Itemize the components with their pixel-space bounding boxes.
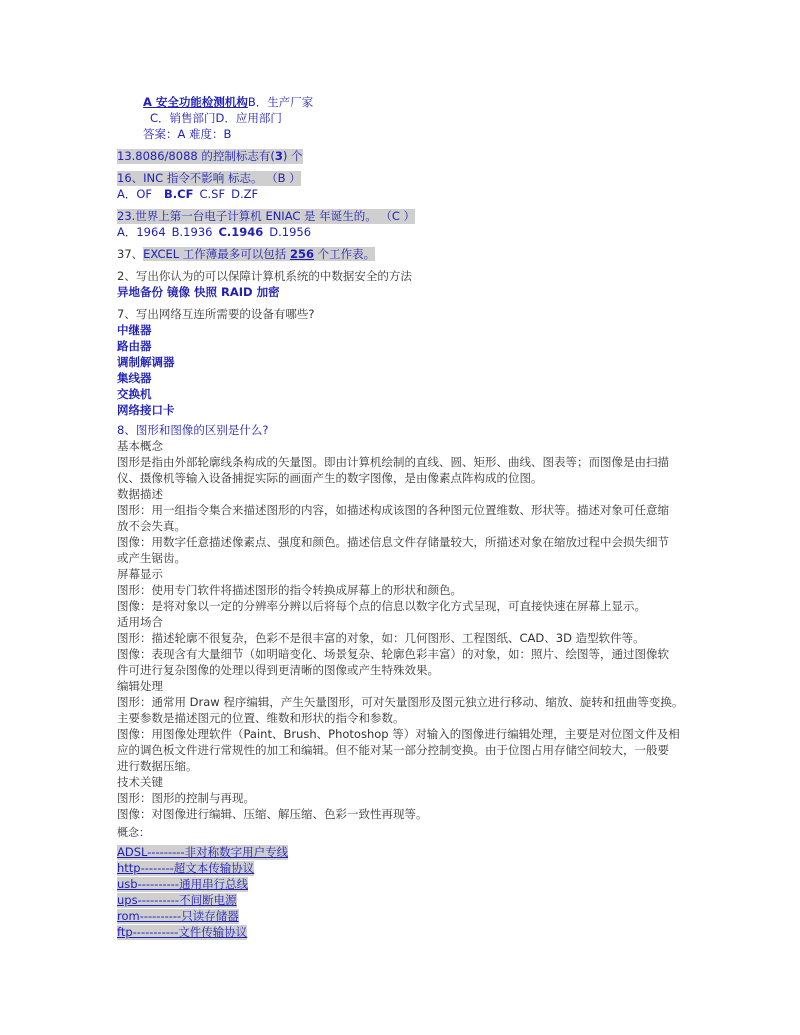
body-line: 图形：使用专门软件将描述图形的指令转换成屏幕上的形状和颜色。 [117,583,462,597]
body-line: 图像：用图像处理软件（Paint、Brush、Photoshop 等）对输入的图像进行编辑处理，主要是对位图文件及相 [117,727,680,741]
answer-line: 答案：A 难度：B [143,127,232,141]
body-line: 图像：是将对象以一定的分辨率分辨以后将每个点的信息以数字化方式呈现，可直接快速在屏幕上显示。 [117,599,646,613]
body-line: 进行数据压缩。 [117,759,198,773]
section-heading: 屏幕显示 [117,567,163,581]
body-line: 图形：图形的控制与再现。 [117,791,255,805]
question-2: 2、写出你认为的可以保障计算机系统的中数据安全的方法 [117,269,412,283]
concept-item: rom----------只读存储器 [117,909,239,923]
option-d: D．应用部门 [215,111,282,125]
section-heading: 适用场合 [117,615,163,629]
device-item: 中继器 [117,323,152,337]
q16-option-a: A．OF [117,187,153,201]
body-line: 或产生锯齿。 [117,551,186,565]
body-line: 图形：通常用 Draw 程序编辑，产生矢量图形，可对矢量图形及图元独立进行移动、缩放、旋转和扭曲等变换。 [117,695,684,709]
question-13-answer: 3 [274,149,283,163]
q16-option-c: C.SF [199,187,226,201]
body-line: 图像：对图像进行编辑、压缩、解压缩、色彩一致性再现等。 [117,807,428,821]
device-item: 交换机 [117,387,152,401]
question-16-options [117,187,258,202]
concept-item: usb----------通用串行总线 [117,877,249,891]
body-line: 图形：描述轮廓不很复杂，色彩不是很丰富的对象，如：几何图形、工程图纸、CAD、3D 造型软件等。 [117,631,645,645]
option-row-cd [150,111,282,126]
question-13-text: 13.8086/8088 的控制标志有( [117,149,275,163]
q16-option-d: D.ZF [231,187,259,201]
question-23: 23.世界上第一台电子计算机 ENIAC 是 年诞生的。 （C ） [117,209,416,223]
option-b: B．生产厂家 [247,95,314,109]
question-7: 7、写出网络互连所需要的设备有哪些? [117,307,315,321]
question-37 [117,247,375,262]
q23-option-a: A．1964 [117,225,166,239]
concept-item: http--------超文本传输协议 [117,861,255,875]
body-line: 图形：用一组指令集合来描述图形的内容，如描述构成该图的各种图元位置维数、形状等。描述对象可任意缩 [117,503,669,517]
question-37-number: 37、 [117,247,144,261]
question-8: 8、图形和图像的区别是什么? [117,423,269,437]
q23-option-c: C.1946 [218,225,264,239]
body-line: 主要参数是描述图元的位置、维数和形状的指令和参数。 [117,711,405,725]
concept-item: ADSL---------非对称数字用户专线 [117,845,289,859]
option-row-ab [143,95,313,110]
body-line: 件可进行复杂图像的处理以得到更清晰的图像或产生特殊效果。 [117,663,439,677]
body-line: 仪、摄像机等输入设备捕捉实际的画面产生的数字图像，是由像素点阵构成的位图。 [117,471,543,485]
q23-option-d: D.1956 [269,225,312,239]
concept-item: ftp-----------文件传输协议 [117,925,248,939]
body-line: 图像：表现含有大量细节（如明暗变化、场景复杂、轮廓色彩丰富）的对象，如：照片、绘图等，通过图像软 [117,647,669,661]
question-37-tail: 个工作表。 [313,247,376,261]
option-a: A 安全功能检测机构 [143,95,248,109]
q16-option-b: B.CF [164,187,194,201]
question-37-answer: 256 [289,247,314,261]
question-37-body [143,247,375,261]
body-line: 图形是指由外部轮廓线条构成的矢量图。即由计算机绘制的直线、圆、矩形、曲线、图表等；而图像是由扫描 [117,455,669,469]
concept-item: ups----------不间断电源 [117,893,237,907]
device-item: 集线器 [117,371,152,385]
question-23-options [117,225,311,240]
section-heading: 数据描述 [117,487,163,501]
section-heading: 基本概念 [117,439,163,453]
section-heading: 编辑处理 [117,679,163,693]
body-line: 放不会失真。 [117,519,186,533]
concepts-heading: 概念： [117,826,150,839]
body-line: 图像：用数字任意描述像素点、强度和颜色。描述信息文件存储量较大，所描述对象在缩放过程中会损失细节 [117,535,669,549]
q23-option-b: B.1936 [171,225,213,239]
question-16: 16、INC 指令不影响 标志。 （B ） [117,171,301,185]
body-line: 应的调色板文件进行常规性的加工和编辑。但不能对某一部分控制变换。由于位图占用存储空间较大，一般要 [117,743,669,757]
device-item: 路由器 [117,339,152,353]
question-2-answer: 异地备份 镜像 快照 RAID 加密 [117,285,280,299]
device-item: 网络接口卡 [117,403,175,417]
question-13-tail: ) 个 [282,149,303,163]
device-item: 调制解调器 [117,355,175,369]
question-37-text: EXCEL 工作薄最多可以包括 [143,247,290,261]
section-heading: 技术关键 [117,775,163,789]
option-c: C．销售部门 [150,111,216,125]
question-13 [117,149,303,164]
